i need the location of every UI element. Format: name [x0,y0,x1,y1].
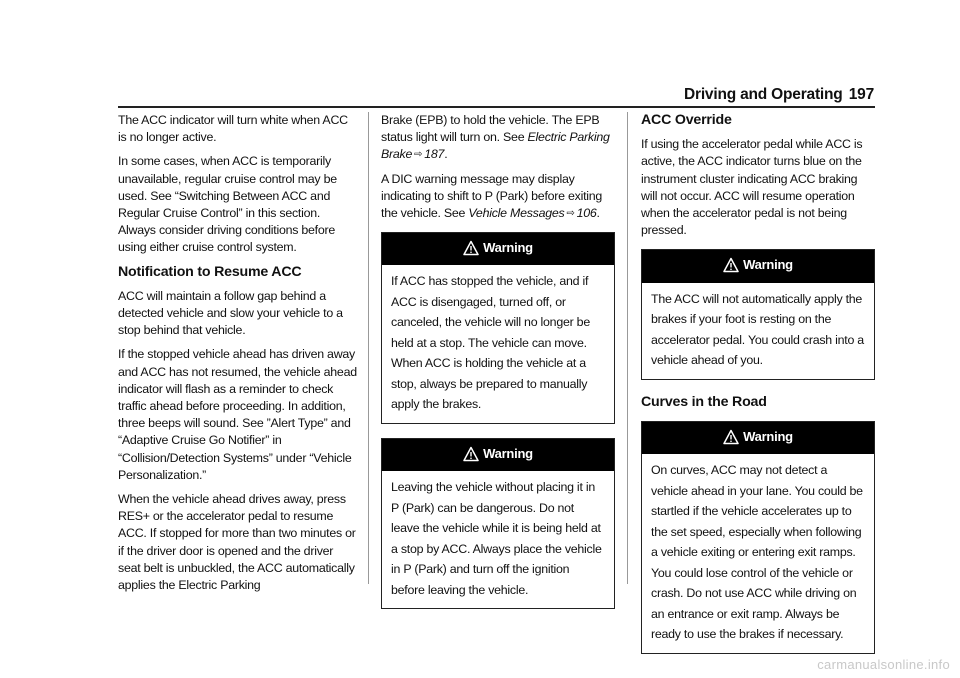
warning-box [641,249,875,379]
warning-title: Warning [483,240,533,256]
heading-curves-in-the-road: Curves in the Road [641,393,767,410]
warning-body: The ACC will not automatically apply the brakes if your foot is resting on the accelerator pedal. You could crash into a vehicle ahead of you. [651,291,864,368]
page-number: 197 [848,86,874,103]
warning-box [381,232,615,424]
warning-body: If ACC has stopped the vehicle, and if ACC is disengaged, turned off, or canceled, the vehicle will no longer be held at a stop. The vehicle can move. When ACC is holding the vehicle at a stop, always be prepared to manually apply the brakes. [391,274,590,412]
heading-acc-override: ACC Override [641,112,732,128]
heading-notification-to-resume-acc: Notification to Resume ACC [118,263,302,280]
warning-title-bar [642,250,874,282]
warning-title-bar [382,439,614,471]
column-divider-2 [627,112,628,584]
column-3 [641,112,875,668]
watermark: carmanualsonline.info [817,657,950,672]
warning-box [381,438,615,609]
paragraph: When the vehicle ahead drives away, press RES+ or the accelerator pedal to resume ACC. If stopped for more than two minutes or if the driver door is opened and the driver seat belt is unbuckled, the ACC automatically applies the Electric Parking [118,492,356,593]
warning-title: Warning [743,257,793,273]
section-title: Driving and Operating [684,86,843,103]
column-2 [381,112,615,623]
paragraph: If the stopped vehicle ahead has driven away and ACC has not resumed, the vehicle ahead indicator will flash as a reminder to check traffic ahead before proceeding. In addition, three beeps will sound. See ”Alert Type” and “Adaptive Cruise Go Notifier” in “Collision/Detection Systems” under “Vehicle Personalization.” [118,347,357,482]
column-divider-1 [368,112,369,584]
warning-box [641,421,875,654]
warning-title: Warning [483,445,533,461]
warning-icon [723,429,739,449]
warning-title-bar [382,233,614,265]
xref-electric-parking-brake[interactable]: Electric Parking Brake [381,130,610,162]
warning-icon [463,446,479,466]
column-1 [118,112,358,601]
xref-page[interactable]: 106 [576,206,597,221]
warning-icon [463,240,479,260]
xref-vehicle-messages[interactable]: Vehicle Messages [468,206,565,221]
paragraph: A DIC warning message may display indicating to shift to P (Park) before exiting the vehicle. See Vehicle Messages ⇨ 106. [381,171,615,223]
page-arrow-icon: ⇨ [566,208,575,220]
paragraph: The ACC indicator will turn white when ACC is no longer active. [118,113,348,145]
header-rule [118,106,875,108]
paragraph: Brake (EPB) to hold the vehicle. The EPB status light will turn on. See Electric Parking Brake ⇨ 187. [381,112,615,164]
page-arrow-icon: ⇨ [414,149,423,161]
paragraph: In some cases, when ACC is temporarily unavailable, regular cruise control may be used. See “Switching Between ACC and Regular Cruise Control” in this section. Always consider driving conditions before using either cruise control system. [118,154,337,255]
paragraph: ACC will maintain a follow gap behind a detected vehicle and slow your vehicle to a stop behind that vehicle. [118,288,343,338]
paragraph-text: Brake (EPB) to hold the vehicle. The EPB status light will turn on. See [381,113,600,145]
warning-body: On curves, ACC may not detect a vehicle ahead in your lane. You could be startled if the vehicle accelerates up to the set speed, especially when following a vehicle exiting or entering exit ramps. You could lose control of the vehicle or crash. Do not use ACC while driving on an entrance or exit ramp. Always be ready to use the brakes if necessary. [651,463,863,642]
warning-title-bar [642,422,874,454]
xref-page[interactable]: 187 [424,147,445,162]
paragraph: If using the accelerator pedal while ACC is active, the ACC indicator turns blue on the instrument cluster indicating ACC braking will not occur. ACC will resume operation when the accelerator pedal is not being pressed. [641,137,863,238]
paragraph-text: A DIC warning message may display indicating to shift to P (Park) before exiting the vehicle. See [381,171,603,221]
warning-title: Warning [743,428,793,444]
warning-icon [723,257,739,277]
warning-body: Leaving the vehicle without placing it in P (Park) can be dangerous. Do not leave the vehicle while it is being held at a stop by ACC. Always place the vehicle in P (Park) and turn off the ignition before leaving the vehicle. [391,480,602,597]
